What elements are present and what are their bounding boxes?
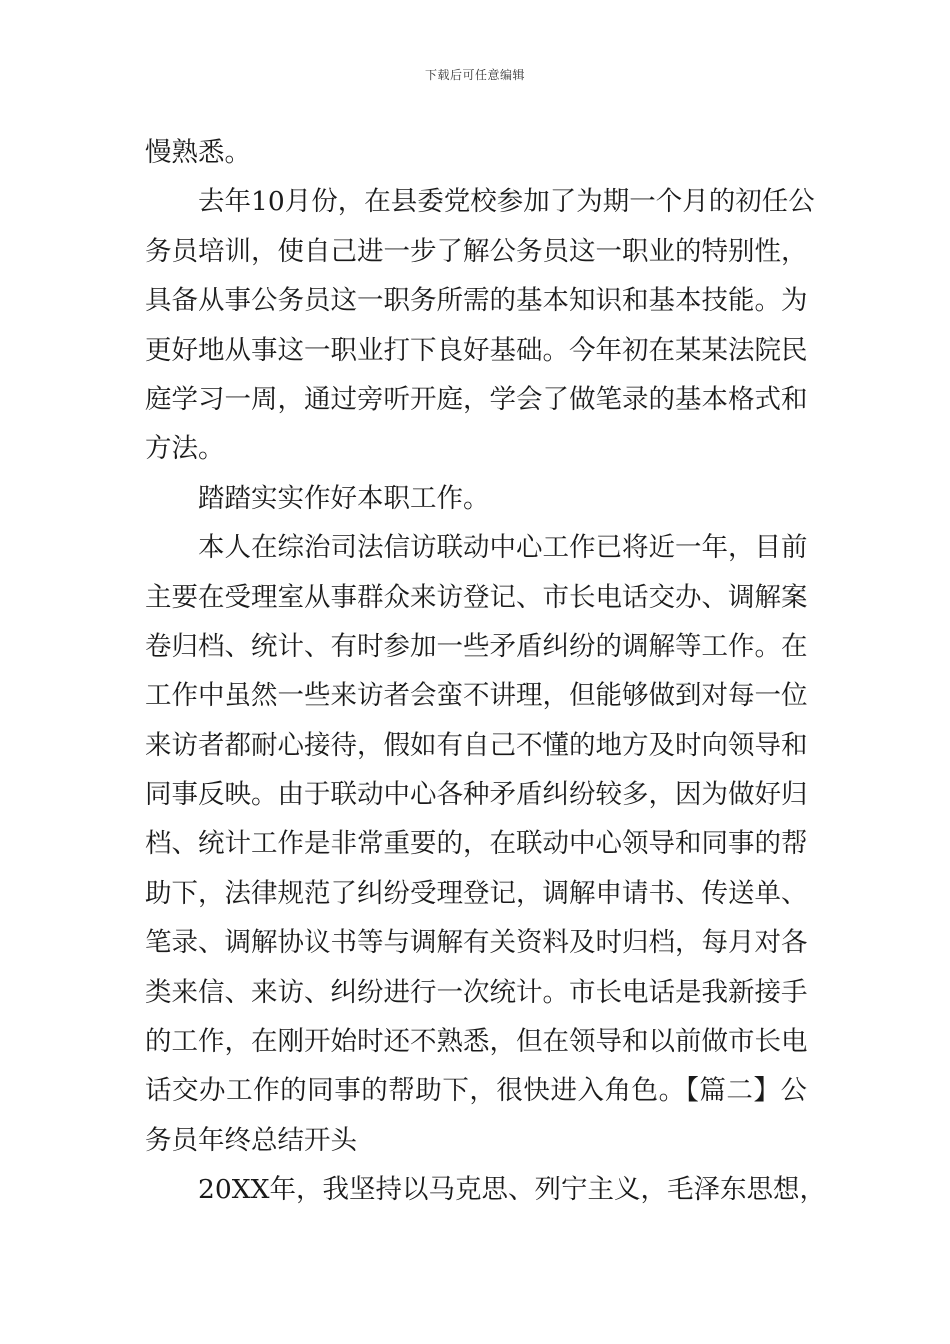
text-line: 主要在受理室从事群众来访登记、市长电话交办、调解案: [145, 581, 808, 613]
text-line: 档、统计工作是非常重要的，在联动中心领导和同事的帮: [145, 828, 808, 860]
text-line: 务员年终总结开头: [145, 1124, 357, 1156]
text-line: 慢熟悉。: [145, 137, 251, 168]
paragraph-5: [145, 1165, 826, 1214]
text-line: 方法。: [145, 433, 225, 465]
document-body: [145, 128, 826, 1215]
text-line: 更好地从事这一职业打下良好基础。今年初在某某法院民: [145, 334, 808, 366]
page-header-note: 下载后可任意编辑: [424, 68, 525, 82]
text-line: 本人在综治司法信访联动中心工作已将近一年，目前: [198, 532, 808, 564]
text-line: 话交办工作的同事的帮助下，很快进入角色。【篇二】公: [145, 1075, 807, 1107]
paragraph-1: [145, 128, 807, 177]
text-line: 去年10月份，在县委党校参加了为期一个月的初任公: [198, 186, 815, 218]
text-line: 的工作，在刚开始时还不熟悉，但在领导和以前做市长电: [145, 1026, 808, 1058]
text-line: 笔录、调解协议书等与调解有关资料及时归档，每月对各: [145, 927, 808, 959]
text-line: 具备从事公务员这一职务所需的基本知识和基本技能。为: [145, 285, 808, 317]
text-line: 助下，法律规范了纠纷受理登记，调解申请书、传送单、: [145, 877, 808, 909]
text-line: 庭学习一周，通过旁听开庭，学会了做笔录的基本格式和: [145, 383, 808, 415]
text-line: 类来信、来访、纠纷进行一次统计。市长电话是我新接手: [145, 976, 808, 1008]
text-line: 务员培训，使自己进一步了解公务员这一职业的特别性，: [145, 235, 808, 267]
paragraph-2: [145, 177, 815, 473]
text-line: 来访者都耐心接待，假如有自己不懂的地方及时向领导和: [145, 729, 808, 761]
paragraph-3: [145, 474, 807, 523]
text-line: 同事反映。由于联动中心各种矛盾纠纷较多，因为做好归: [145, 779, 808, 811]
text-line: 踏踏实实作好本职工作。: [198, 482, 490, 514]
text-line: 20XX年，我坚持以马克思、列宁主义，毛泽东思想，: [198, 1174, 826, 1206]
text-line: 卷归档、统计、有时参加一些矛盾纠纷的调解等工作。在: [145, 630, 808, 662]
paragraph-4: [145, 523, 807, 1165]
text-line: 工作中虽然一些来访者会蛮不讲理，但能够做到对每一位: [145, 680, 808, 712]
